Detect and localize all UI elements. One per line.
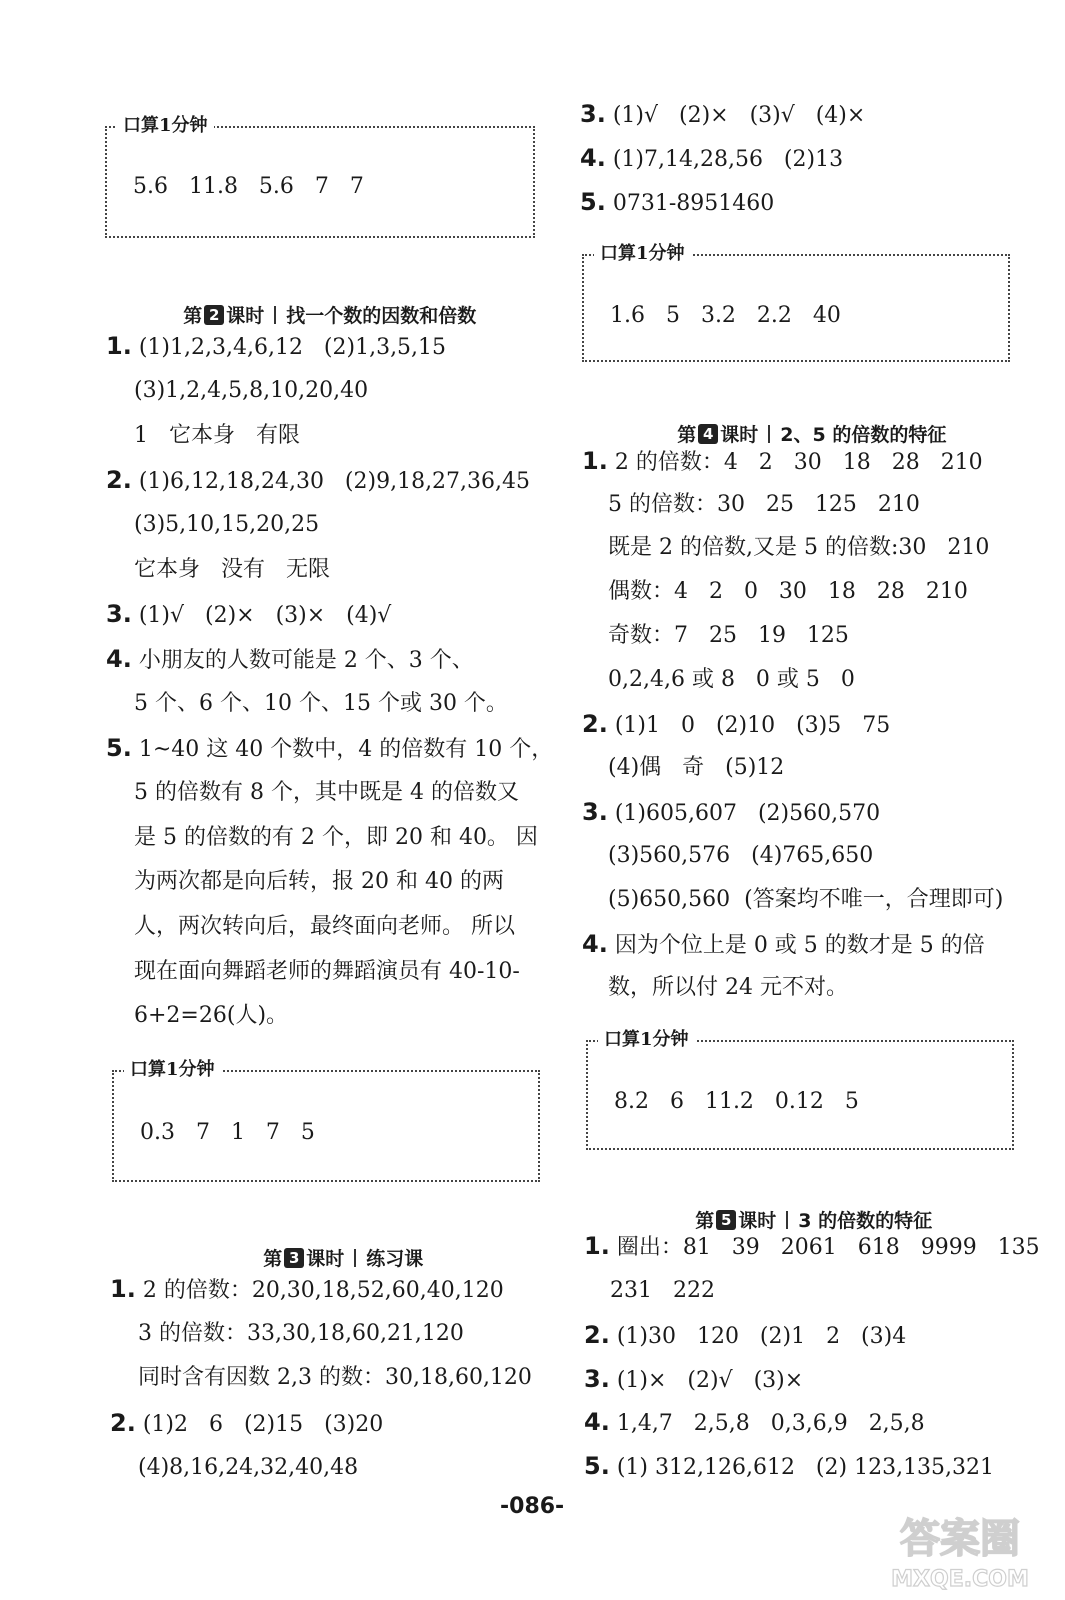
- answer-line: (4)偶 奇 (5)12: [608, 755, 785, 780]
- answer-line: 1. 圈出：81 39 2061 618 9999 135: [584, 1232, 1040, 1260]
- answer-line: (3)5,10,15,20,25: [134, 512, 320, 537]
- answer-line: 人，两次转向后，最终面向老师。 所以: [134, 914, 515, 939]
- answer-line: 4. (1)7,14,28,56 (2)13: [580, 144, 844, 172]
- answer-line: 现在面向舞蹈老师的舞蹈演员有 40-10-: [134, 959, 520, 984]
- answer-line: (3)560,576 (4)765,650: [608, 843, 874, 868]
- answer-line: (4)8,16,24,32,40,48: [138, 1455, 359, 1480]
- answer-line: 1. (1)1,2,3,4,6,12 (2)1,3,5,15: [106, 332, 447, 360]
- answer-line: 5 的倍数有 8 个，其中既是 4 的倍数又: [134, 780, 519, 805]
- oral-calc-box-1: [105, 115, 535, 238]
- answer-line: 同时含有因数 2,3 的数：30,18,60,120: [138, 1365, 532, 1390]
- heading-divider: [274, 306, 276, 324]
- answer-line: 3. (1)605,607 (2)560,570: [582, 798, 881, 826]
- oral-calc-title: 口算1分钟: [124, 1058, 221, 1082]
- answer-line: 3 的倍数：33,30,18,60,21,120: [138, 1321, 464, 1346]
- answer-line: 2. (1)6,12,18,24,30 (2)9,18,27,36,45: [106, 466, 531, 494]
- answer-line: 2. (1)30 120 (2)1 2 (3)4: [584, 1321, 907, 1349]
- lesson-topic: 找一个数的因数和倍数: [286, 305, 477, 327]
- oral-calc-box-2: [112, 1059, 540, 1182]
- oral-calc-answer: 0.3 7 1 7 5: [140, 1120, 315, 1145]
- answer-line: 2. (1)1 0 (2)10 (3)5 75: [582, 710, 891, 738]
- lesson-number-badge: 3: [284, 1248, 304, 1268]
- lesson-4-heading: 第 4 课时 2、5 的倍数的特征: [677, 424, 947, 446]
- oral-calc-title: 口算1分钟: [594, 242, 691, 266]
- answer-line: 4. 1,4,7 2,5,8 0,3,6,9 2,5,8: [584, 1408, 925, 1436]
- lesson-2-heading: [170, 274, 476, 330]
- answer-line: 2. (1)2 6 (2)15 (3)20: [110, 1409, 384, 1437]
- answer-line: 偶数：4 2 0 30 18 28 210: [608, 579, 968, 604]
- lesson-5-heading: 第 5 课时 3 的倍数的特征: [695, 1210, 933, 1232]
- answer-line: 0,2,4,6 或 8 0 或 5 0: [608, 667, 855, 692]
- lesson-label: 课时: [226, 305, 265, 327]
- answer-line: 为两次都是向后转，报 20 和 40 的两: [134, 869, 504, 894]
- answer-line: (3)1,2,4,5,8,10,20,40: [134, 378, 369, 403]
- oral-calc-title: 口算1分钟: [598, 1028, 695, 1052]
- oral-calc-answer: 8.2 6 11.2 0.12 5: [614, 1089, 859, 1114]
- answer-line: 1. 2 的倍数：4 2 30 18 28 210: [582, 447, 983, 475]
- answer-line: 231 222: [610, 1278, 715, 1303]
- answer-line: 4. 小朋友的人数可能是 2 个、3 个、: [106, 645, 474, 673]
- oral-calc-answer: 1.6 5 3.2 2.2 40: [610, 303, 841, 328]
- page-number: -086-: [500, 1494, 565, 1519]
- oral-calc-title: 口算1分钟: [117, 114, 214, 138]
- lesson-3-heading: 第 3 课时 练习课: [263, 1248, 424, 1270]
- answer-line: 5 个、6 个、10 个、15 个或 30 个。: [134, 691, 508, 716]
- watermark-top-text: 答案圈: [900, 1516, 1020, 1562]
- answer-line: 3. (1)√ (2)× (3)√ (4)×: [580, 100, 866, 128]
- answer-line: 5. (1) 312,126,612 (2) 123,135,321: [584, 1452, 995, 1480]
- answer-line: 1. 2 的倍数：20,30,18,52,60,40,120: [110, 1275, 504, 1303]
- answer-line: 是 5 的倍数的有 2 个，即 20 和 40。 因: [134, 825, 538, 850]
- oral-calc-box-4: [586, 1029, 1014, 1150]
- answer-line: 3. (1)√ (2)× (3)× (4)√: [106, 600, 392, 628]
- heading-divider: [786, 1211, 788, 1229]
- answer-line: 4. 因为个位上是 0 或 5 的数才是 5 的倍: [582, 930, 985, 958]
- answer-line: 3. (1)× (2)√ (3)×: [584, 1365, 804, 1393]
- answer-line: 5. 1~40 这 40 个数中，4 的倍数有 10 个，: [106, 734, 554, 762]
- oral-calc-answer: 5.6 11.8 5.6 7 7: [133, 174, 364, 199]
- answer-line: 数，所以付 24 元不对。: [608, 975, 848, 1000]
- answer-line: 它本身 没有 无限: [134, 557, 330, 582]
- answer-line: 1 它本身 有限: [134, 423, 300, 448]
- lesson-number-badge: 5: [716, 1210, 736, 1230]
- lesson-number-badge: 2: [204, 305, 224, 325]
- watermark-bottom-text: MXQE.COM: [891, 1567, 1029, 1592]
- heading-divider: [768, 425, 770, 443]
- answer-line: 5. 0731-8951460: [580, 188, 775, 216]
- lesson-number-badge: 4: [698, 424, 718, 444]
- answer-line: 既是 2 的倍数,又是 5 的倍数:30 210: [608, 535, 990, 560]
- answer-line: 奇数：7 25 19 125: [608, 623, 849, 648]
- watermark-logo: [865, 1508, 1055, 1592]
- answer-line: 6+2=26(人)。: [134, 1003, 289, 1028]
- answer-line: 5 的倍数：30 25 125 210: [608, 492, 920, 517]
- lesson-prefix: 第: [183, 305, 203, 327]
- oral-calc-box-3: [582, 243, 1010, 362]
- heading-divider: [354, 1249, 356, 1267]
- answer-line: (5)650,560 (答案均不唯一，合理即可): [608, 887, 1004, 912]
